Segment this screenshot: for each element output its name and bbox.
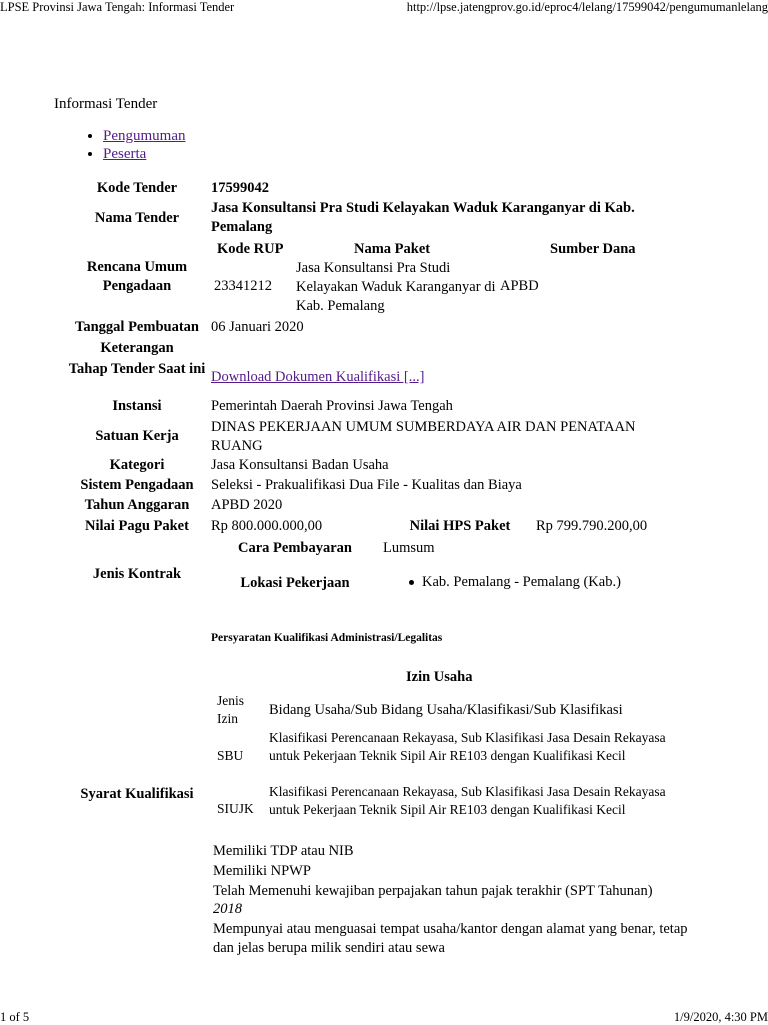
label-lokasi: Lokasi Pekerjaan <box>240 575 350 591</box>
syarat-item: Telah Memenuhi kewajiban perpajakan tahun pajak terakhir (SPT Tahunan) <box>213 883 653 899</box>
izin-jenis-sbu: SBU <box>217 748 244 763</box>
download-dokumen-link[interactable]: Download Dokumen Kualifikasi [...] <box>211 369 425 385</box>
label-pagu: Nilai Pagu Paket <box>85 518 189 534</box>
label-sistem: Sistem Pengadaan <box>80 477 194 493</box>
tab-pengumuman-link[interactable]: Pengumuman <box>103 128 186 144</box>
label-satker: Satuan Kerja <box>95 428 179 444</box>
label-jenis-kontrak: Jenis Kontrak <box>92 566 182 582</box>
label-kode-tender: Kode Tender <box>96 180 178 196</box>
print-header-title: LPSE Provinsi Jawa Tengah: Informasi Tender <box>0 0 235 14</box>
rup-nama-paket: Jasa Konsultansi Pra Studi Kelayakan Waduk Karanganyar di Kab. Pemalang <box>296 260 496 314</box>
izin-bidang-siujk: Klasifikasi Perencanaan Rekayasa, Sub Klasifikasi Jasa Desain Rekayasa untuk Pekerjaan Teknik Sipil Air RE103 dengan Kualifikasi Kecil <box>269 784 666 817</box>
print-footer-timestamp: 1/9/2020, 4:30 PM <box>673 1010 768 1024</box>
label-hps: Nilai HPS Paket <box>409 518 511 534</box>
label-instansi: Instansi <box>112 398 162 414</box>
value-tanggal: 06 Januari 2020 <box>211 319 304 335</box>
lokasi-item <box>409 573 621 592</box>
label-nama-tender: Nama Tender <box>94 210 180 226</box>
value-instansi: Pemerintah Daerah Provinsi Jawa Tengah <box>211 398 453 414</box>
syarat-item: Mempunyai atau menguasai tempat usaha/kantor dengan alamat yang benar, tetap dan jelas berupa milik sendiri atau sewa <box>213 921 688 956</box>
izin-header-jenis: Jenis Izin <box>217 693 244 726</box>
label-tahap: Tahap Tender Saat ini <box>68 361 206 377</box>
page-title: Informasi Tender <box>54 96 158 112</box>
syarat-item-year: 2018 <box>213 901 242 917</box>
rup-header-nama: Nama Paket <box>354 241 431 257</box>
value-nama-tender: Jasa Konsultansi Pra Studi Kelayakan Waduk Karanganyar di Kab. Pemalang <box>211 200 635 235</box>
bullet-icon <box>409 580 414 585</box>
print-header-url: http://lpse.jatengprov.go.id/eproc4/lelang/17599042/pengumumanlelang <box>406 0 768 14</box>
tab-peserta[interactable] <box>103 145 186 163</box>
izin-usaha-title: Izin Usaha <box>406 669 473 685</box>
value-lokasi: Kab. Pemalang - Pemalang (Kab.) <box>422 574 621 590</box>
izin-header-bidang: Bidang Usaha/Sub Bidang Usaha/Klasifikasi/Sub Klasifikasi <box>269 702 623 718</box>
label-cara-bayar: Cara Pembayaran <box>238 540 352 556</box>
syarat-item: Memiliki TDP atau NIB <box>213 843 354 859</box>
section-persyaratan-title: Persyaratan Kualifikasi Administrasi/Legalitas <box>211 632 443 644</box>
value-satker: DINAS PEKERJAAN UMUM SUMBERDAYA AIR DAN PENATAAN RUANG <box>211 419 636 454</box>
label-kategori: Kategori <box>109 457 165 473</box>
tab-pengumuman[interactable] <box>103 127 186 145</box>
value-tahun: APBD 2020 <box>211 497 283 513</box>
value-cara-bayar: Lumsum <box>383 540 435 556</box>
label-tahun: Tahun Anggaran <box>84 497 190 513</box>
value-kode-tender: 17599042 <box>211 180 269 196</box>
syarat-item: Memiliki NPWP <box>213 863 311 879</box>
value-hps: Rp 799.790.200,00 <box>536 518 648 534</box>
izin-bidang-sbu: Klasifikasi Perencanaan Rekayasa, Sub Klasifikasi Jasa Desain Rekayasa untuk Pekerjaan Teknik Sipil Air RE103 dengan Kualifikasi Kecil <box>269 730 666 763</box>
tab-peserta-link[interactable]: Peserta <box>103 146 147 162</box>
print-footer-page: 1 of 5 <box>0 1010 30 1024</box>
label-keterangan: Keterangan <box>100 340 174 356</box>
rup-sumber-dana: APBD <box>500 278 539 294</box>
rup-kode: 23341212 <box>214 278 272 294</box>
value-sistem: Seleksi - Prakualifikasi Dua File - Kualitas dan Biaya <box>211 477 522 493</box>
tab-list <box>86 127 186 163</box>
label-syarat: Syarat Kualifikasi <box>80 786 194 802</box>
rup-header-kode: Kode RUP <box>217 241 284 257</box>
value-pagu: Rp 800.000.000,00 <box>211 518 323 534</box>
value-kategori: Jasa Konsultansi Badan Usaha <box>211 457 389 473</box>
izin-jenis-siujk: SIUJK <box>217 801 254 816</box>
rup-header-sumber: Sumber Dana <box>550 241 636 257</box>
label-tanggal: Tanggal Pembuatan <box>75 319 199 335</box>
label-rup: Rencana Umum Pengadaan <box>86 259 188 294</box>
